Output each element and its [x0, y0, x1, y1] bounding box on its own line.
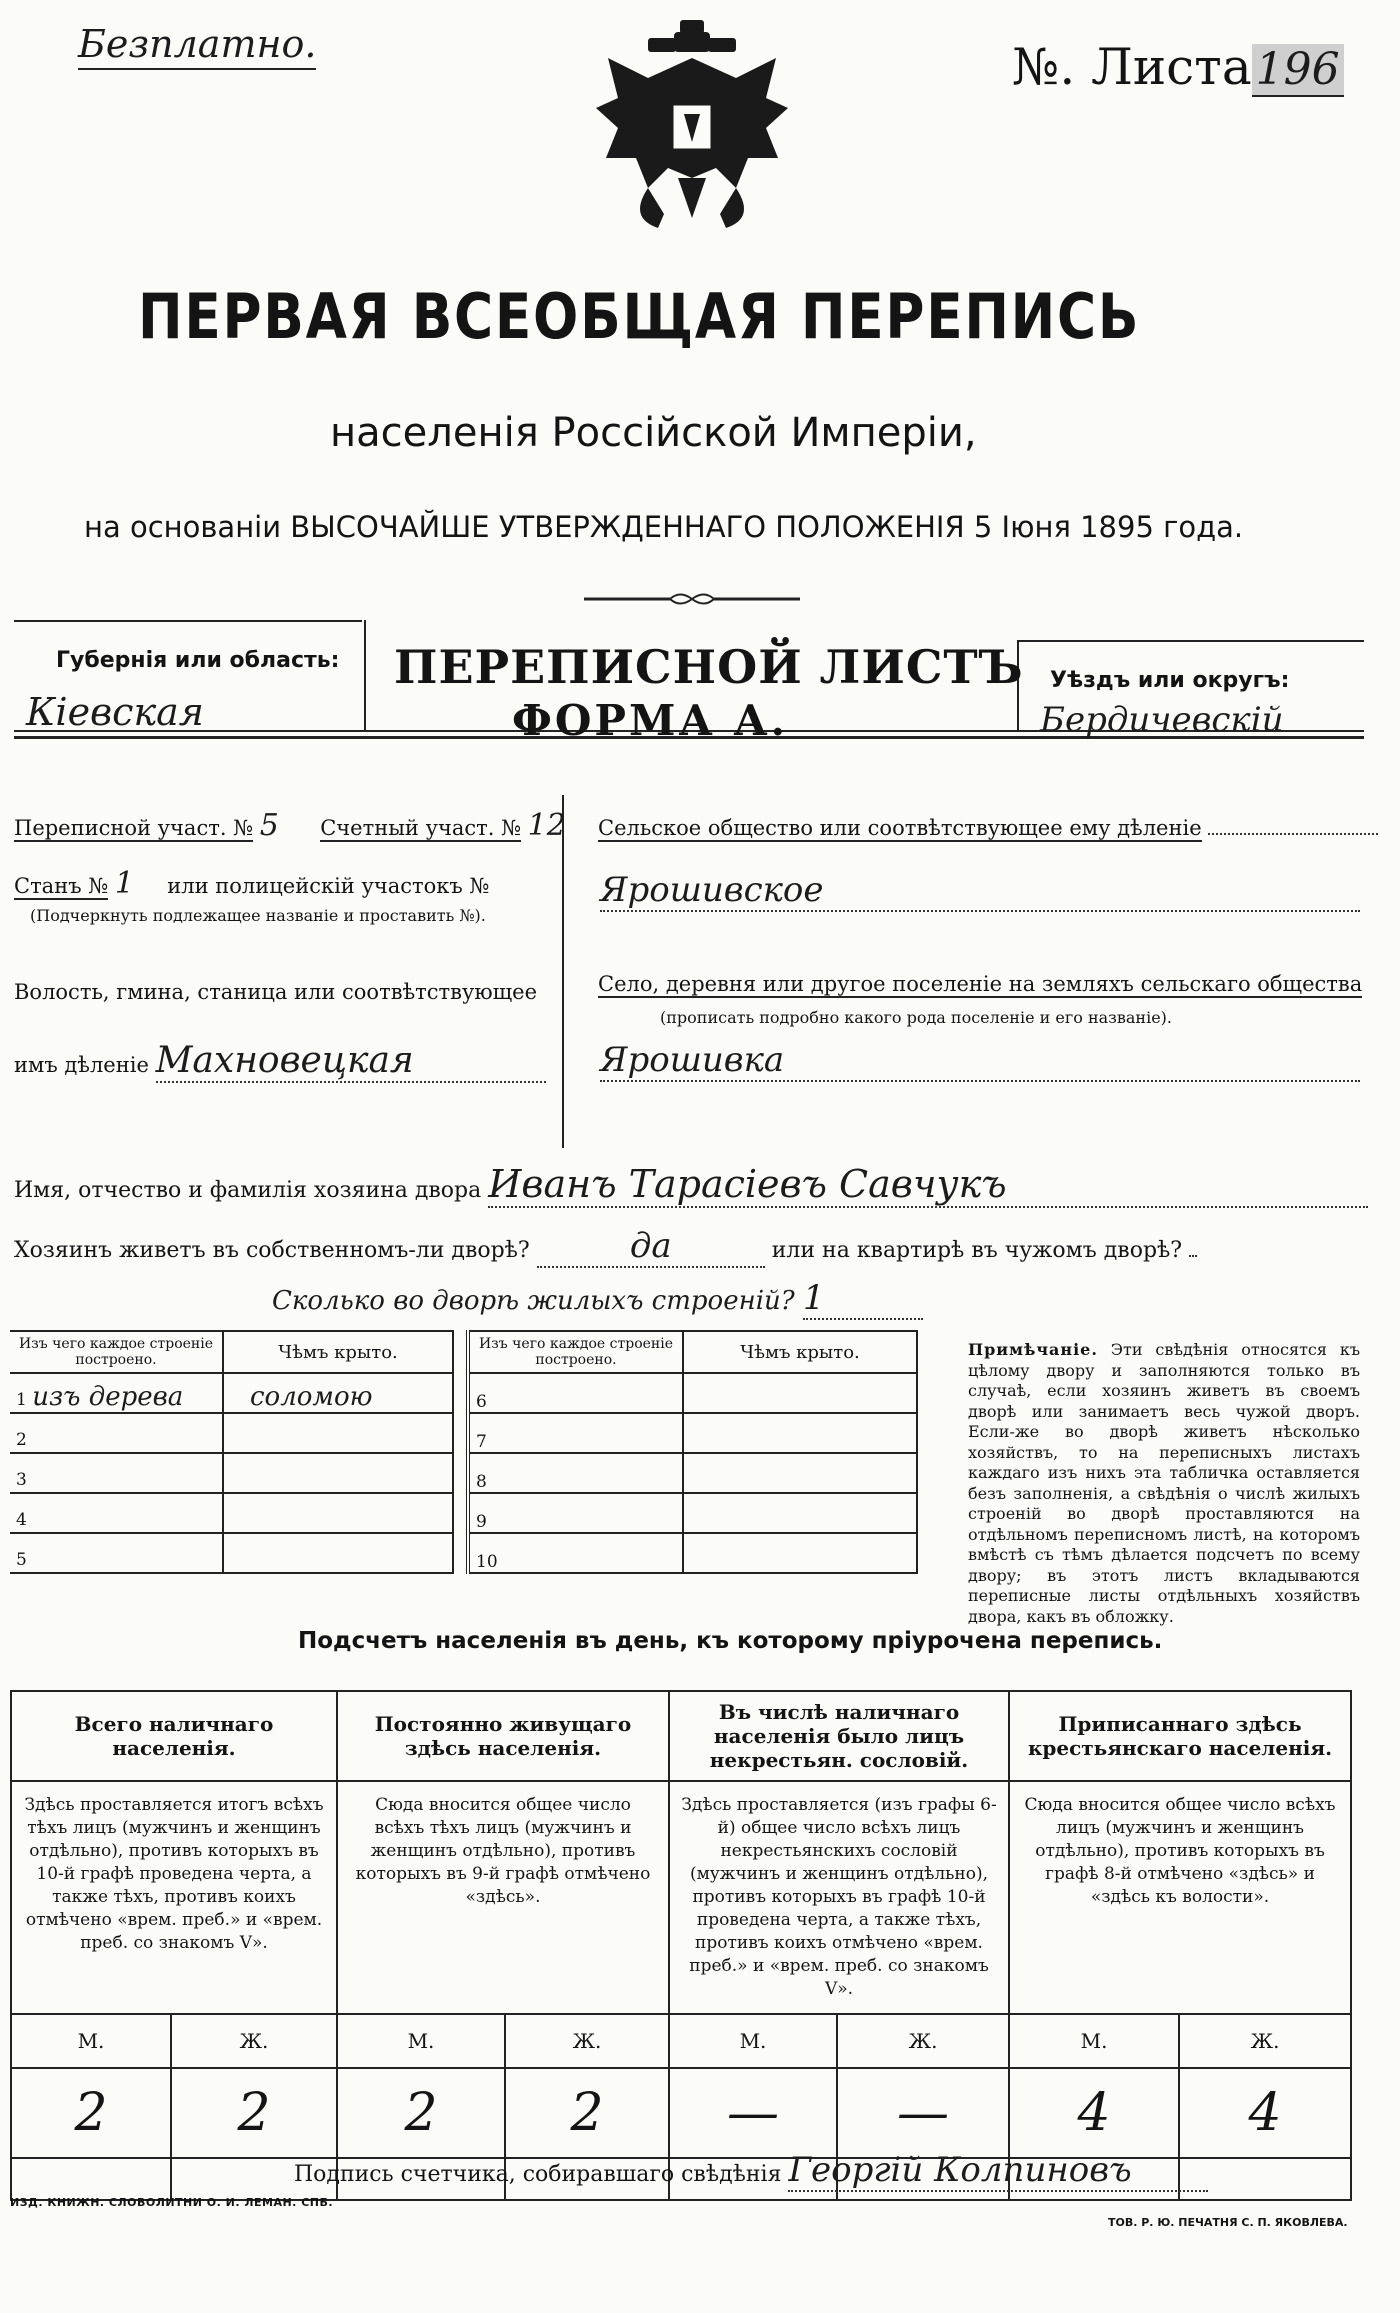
male-count: 2 [337, 2068, 505, 2158]
col-material: Изъ чего каждое строеніе построено. [10, 1331, 223, 1373]
sheet-title: ПЕРЕПИСНОЙ ЛИСТЪ [394, 640, 1024, 694]
stan-row [14, 866, 489, 901]
population-table [10, 1690, 1352, 2201]
female-col: Ж. [505, 2014, 669, 2068]
col-roof-2: Чѣмъ крыто. [683, 1331, 917, 1373]
volost-value: Махновецкая [156, 1040, 546, 1083]
printer-left: ИЗД. КНИЖН. СЛОВОЛИТНИ О. И. ЛЕМАН. СПБ. [10, 2196, 334, 2209]
building-number: 2 [16, 1430, 27, 1450]
building-roof-cell [223, 1373, 453, 1413]
ornament-divider [584, 590, 800, 608]
buildings-label: Сколько во дворѣ жилыхъ строеній? [272, 1286, 795, 1316]
building-material-cell [10, 1413, 223, 1453]
printer-right: ТОВ. Р. Ю. ПЕЧАТНЯ С. П. ЯКОВЛЕВА. [1108, 2216, 1348, 2229]
building-roof [230, 1502, 250, 1532]
female-col: Ж. [171, 2014, 337, 2068]
male-col: М. [669, 2014, 837, 2068]
owner-name-value: Иванъ Тарасіевъ Савчукъ [488, 1162, 1368, 1208]
owner-rent-label: или на квартирѣ въ чужомъ дворѣ? [771, 1238, 1183, 1263]
building-row [10, 1533, 453, 1573]
note-block [968, 1340, 1360, 1627]
double-headed-eagle-emblem [588, 18, 796, 248]
female-count: 2 [505, 2068, 669, 2158]
population-title: Подсчетъ населенія въ день, къ которому пріурочена перепись. [298, 1628, 1163, 1654]
male-col: М. [11, 2014, 171, 2068]
building-number: 7 [476, 1432, 487, 1452]
village-value: Ярошивка [600, 1040, 1360, 1082]
building-material: изъ дерева [32, 1382, 184, 1412]
population-group-header: Постоянно живущаго здѣсь населенія. [337, 1691, 669, 1781]
building-row [468, 1373, 917, 1413]
building-material-cell [468, 1373, 683, 1413]
sheet-number [1012, 38, 1344, 96]
male-count: 2 [11, 2068, 171, 2158]
building-row [10, 1373, 453, 1413]
building-number: 9 [476, 1512, 487, 1532]
building-material-cell [468, 1493, 683, 1533]
main-title: ПЕРВАЯ ВСЕОБЩАЯ ПЕРЕПИСЬ [138, 280, 1141, 353]
signature-row [294, 2150, 1208, 2192]
building-material-cell [468, 1453, 683, 1493]
building-number: 8 [476, 1472, 487, 1492]
buildings-value: 1 [803, 1278, 923, 1320]
female-col: Ж. [1179, 2014, 1351, 2068]
buildings-row [272, 1278, 923, 1320]
buildings-table-right [466, 1330, 918, 1574]
male-count: 4 [1009, 2068, 1179, 2158]
basis-line: на основаніи ВЫСОЧАЙШЕ УТВЕРЖДЕННАГО ПОЛОЖЕНІЯ 5 Іюня 1895 года. [84, 510, 1244, 544]
building-number: 6 [476, 1392, 487, 1412]
gubernia-value: Кіевская [26, 690, 204, 734]
building-material-cell [468, 1533, 683, 1573]
owner-own-value: да [537, 1226, 765, 1268]
building-row [10, 1493, 453, 1533]
building-number: 10 [476, 1552, 498, 1572]
building-material-cell [10, 1373, 223, 1413]
population-group-desc: Здѣсь проставляется (изъ графы 6-й) общее число всѣхъ лицъ некрестьянскихъ сословій (мужчинъ и женщинъ отдѣльно), противъ которыхъ въ графѣ 10-й проведена черта, а также тѣхъ, противъ коихъ отмѣчено «врем. преб.» и «врем. преб. со знакомъ V». [669, 1781, 1009, 2014]
male-count: — [669, 2068, 837, 2158]
uezd-value: Бердичевскій [1040, 700, 1284, 740]
col-roof: Чѣмъ крыто. [223, 1331, 453, 1373]
male-col: М. [337, 2014, 505, 2068]
signature-label: Подпись счетчика, собиравшаго свѣдѣнія [294, 2162, 782, 2187]
building-roof-cell [223, 1533, 453, 1573]
female-count: 4 [1179, 2068, 1351, 2158]
female-col: Ж. [837, 2014, 1009, 2068]
free-label: Безплатно. [78, 22, 316, 66]
building-material-cell [10, 1453, 223, 1493]
building-roof [230, 1422, 250, 1452]
census-district-value: 5 [259, 808, 279, 843]
society-label: Сельское общество или соотвѣтствующее ему дѣленіе [598, 816, 1202, 840]
building-row [468, 1533, 917, 1573]
police-note: (Подчеркнуть подлежащее названіе и проставить №). [30, 906, 486, 925]
count-district-value: 12 [527, 808, 566, 843]
building-material-cell [468, 1413, 683, 1453]
population-group-header: Въ числѣ наличнаго населенія было лицъ некрестьян. сословій. [669, 1691, 1009, 1781]
population-group-header: Всего наличнаго населенія. [11, 1691, 337, 1781]
society-row [598, 816, 1378, 840]
building-row [468, 1493, 917, 1533]
subtitle: населенія Россійской Имперіи, [330, 410, 977, 456]
police-label: или полицейскій участокъ № [167, 874, 490, 898]
sheet-number-value: 196 [1252, 44, 1344, 97]
population-group-desc: Сюда вносится общее число всѣхъ лицъ (мужчинъ и женщинъ отдѣльно), противъ которыхъ въ графѣ 8-й отмѣчено «здѣсь» и «здѣсь къ волости». [1009, 1781, 1351, 2014]
building-roof-cell [223, 1413, 453, 1453]
village-label: Село, деревня или другое поселеніе на земляхъ сельскаго общества [598, 972, 1363, 996]
block-divider [562, 795, 564, 1148]
uezd-label: Уѣздъ или округъ: [1050, 668, 1290, 693]
stan-value: 1 [114, 866, 134, 901]
population-group-header: Приписаннаго здѣсь крестьянскаго населенія. [1009, 1691, 1351, 1781]
census-district-row [14, 808, 566, 843]
building-roof-cell [683, 1493, 917, 1533]
population-group-desc: Сюда вносится общее число всѣхъ тѣхъ лицъ (мужчинъ и женщинъ отдѣльно), противъ которыхъ въ 9-й графѣ отмѣчено «здѣсь». [337, 1781, 669, 2014]
owner-own-row [14, 1226, 1197, 1268]
building-roof-cell [683, 1373, 917, 1413]
building-roof: соломою [250, 1382, 373, 1412]
building-material-cell [10, 1533, 223, 1573]
count-district-label: Счетный участ. № [320, 816, 521, 840]
building-roof-cell [683, 1453, 917, 1493]
building-number: 1 [16, 1390, 27, 1410]
building-material-cell [10, 1493, 223, 1533]
male-col: М. [1009, 2014, 1179, 2068]
female-count: — [837, 2068, 1009, 2158]
building-row [10, 1413, 453, 1453]
col-material-2: Изъ чего каждое строеніе построено. [468, 1331, 683, 1373]
census-district-label: Переписной участ. № [14, 816, 254, 840]
building-roof [230, 1542, 250, 1572]
signature-value: Георгій Колпиновъ [788, 2150, 1208, 2192]
village-note: (прописать подробно какого рода поселеніе и его названіе). [660, 1008, 1172, 1027]
building-row [468, 1413, 917, 1453]
buildings-table-left [10, 1330, 454, 1574]
building-roof [230, 1462, 250, 1492]
stan-label: Станъ № [14, 874, 109, 898]
building-roof-cell [683, 1533, 917, 1573]
population-group-desc: Здѣсь проставляется итогъ всѣхъ тѣхъ лицъ (мужчинъ и женщинъ отдѣльно), противъ которыхъ въ 10-й графѣ проведена черта, а также тѣхъ, противъ коихъ отмѣчено «врем. преб.» и «врем. преб. со знакомъ V». [11, 1781, 337, 2014]
building-number: 4 [16, 1510, 27, 1530]
gubernia-label: Губернія или область: [56, 648, 340, 673]
owner-name-row [14, 1162, 1368, 1208]
building-roof-cell [683, 1413, 917, 1453]
female-count: 2 [171, 2068, 337, 2158]
volost-label-2: имъ дѣленіе [14, 1053, 149, 1077]
volost-label: Волость, гмина, станица или соотвѣтствующее [14, 980, 538, 1004]
building-roof-cell [223, 1493, 453, 1533]
building-row [10, 1453, 453, 1493]
owner-own-label: Хозяинъ живетъ въ собственномъ-ли дворѣ? [14, 1238, 530, 1263]
note-lead: Примѣчаніе. [968, 1340, 1098, 1359]
form-name: ФОРМА А. [512, 696, 789, 745]
building-number: 3 [16, 1470, 27, 1490]
blank-cell [11, 2158, 171, 2200]
volost-row [14, 1040, 546, 1083]
note-text: Эти свѣдѣнія относятся къ цѣлому двору и заполняются только въ случаѣ, если хозяинъ живетъ въ своемъ дворѣ или занимаетъ весь чужой дворъ. Если-же во дворѣ живетъ нѣсколько хозяйствъ, то на переписныхъ листахъ каждаго изъ нихъ эта табличка оставляется безъ заполненія, а свѣдѣнія о числѣ жилыхъ строеній во дворѣ проставляются на отдѣльномъ переписномъ листѣ, на которомъ вмѣстѣ съ тѣмъ дѣлается подсчетъ по всему двору; въ этотъ листъ вкладываются переписные листы отдѣльныхъ хозяйствъ двора, какъ въ обложку. [968, 1340, 1360, 1626]
building-roof-cell [223, 1453, 453, 1493]
owner-name-label: Имя, отчество и фамилія хозяина двора [14, 1178, 482, 1203]
sheet-number-label: №. Листа [1012, 38, 1252, 96]
society-value: Ярошивское [600, 870, 1360, 912]
building-number: 5 [16, 1550, 27, 1570]
building-row [468, 1453, 917, 1493]
